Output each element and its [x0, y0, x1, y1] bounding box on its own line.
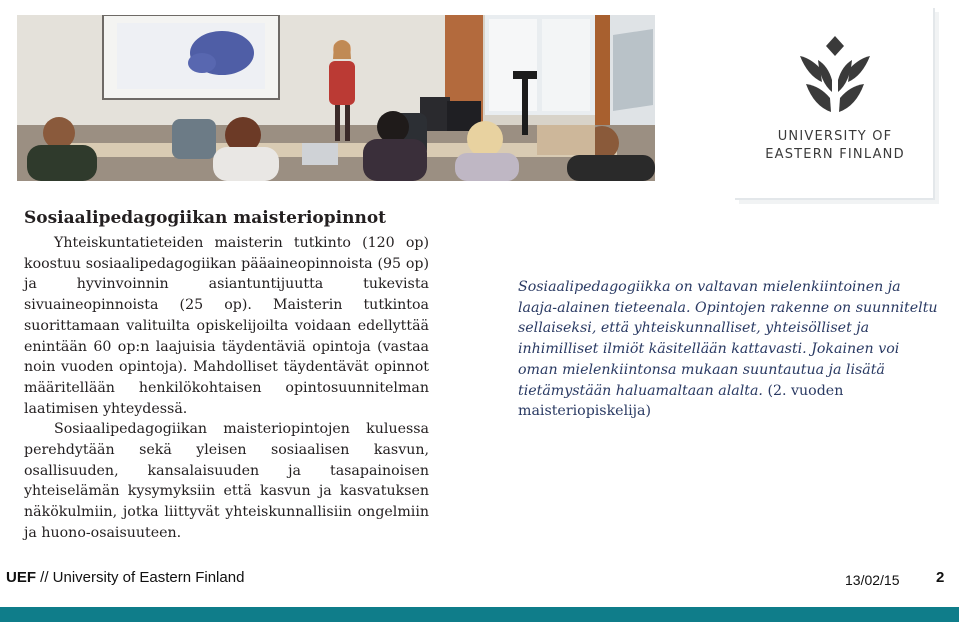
- main-body: [24, 233, 429, 544]
- uef-leaf-logo-icon: [798, 36, 872, 114]
- footer-bar: [0, 607, 959, 622]
- body-paragraph-2: Sosiaalipedagogiikan maisteriopintojen kuluessa perehdytään sekä yleisen sosiaalisen kasvun, osallisuuden, kansalaisuuden ja tasapainoisen yhteiselämän kysymyksiin että kasvun ja kasvatuksen näkökulmiin, jotka liittyvät yhteiskunnallisiin ongelmiin ja huono-osaisuuteen.: [24, 421, 429, 541]
- quote-attribution: (2. vuoden maisteriopiskelija): [518, 382, 844, 420]
- footer-organization: [6, 569, 244, 586]
- footer-uef: UEF: [6, 569, 36, 586]
- logo-text-line1: UNIVERSITY OF: [777, 129, 893, 144]
- body-paragraph-1: Yhteiskuntatieteiden maisterin tutkinto (120 op) koostuu sosiaalipedagogiikan pääaineopinnoista (95 op) ja hyvinvoinnin asiantuntijuutta tukevista sivuaineopinnoista (25 op). Maisterin tutkintoa suorittamaan valituilta opiskelijoilta voidaan edellyttää enintään 60 op:n laajuisia täydentäviä opintoja (vastaa noin vuoden opintoja). Mahdolliset täydentävät opinnot määritellään henkilökohtaisen opintosuunnitelman laatimisen yhteydessä.: [24, 235, 429, 417]
- page-title: Sosiaalipedagogiikan maisteriopinnot: [24, 208, 387, 228]
- university-logo[interactable]: [735, 8, 935, 200]
- classroom-photo: [17, 15, 655, 181]
- footer-date: 13/02/15: [845, 572, 900, 588]
- student-quote: [518, 277, 943, 422]
- page-number: 2: [936, 569, 945, 586]
- logo-text-line2: EASTERN FINLAND: [765, 147, 905, 162]
- quote-text: Sosiaalipedagogiikka on valtavan mielenkiintoinen ja laaja-alainen tieteenala. Opintojen rakenne on suunniteltu sellaiseksi, että yhteiskunnalliset, yhteisölliset ja inhimilliset ilmiöt käsitellään kattavasti. Jokainen voi oman mielenkiintonsa mukaan suuntautua ja lisätä tietämystään haluamaltaan alalta.: [518, 279, 938, 399]
- footer-separator: //: [36, 569, 53, 586]
- footer-university: University of Eastern Finland: [52, 569, 245, 586]
